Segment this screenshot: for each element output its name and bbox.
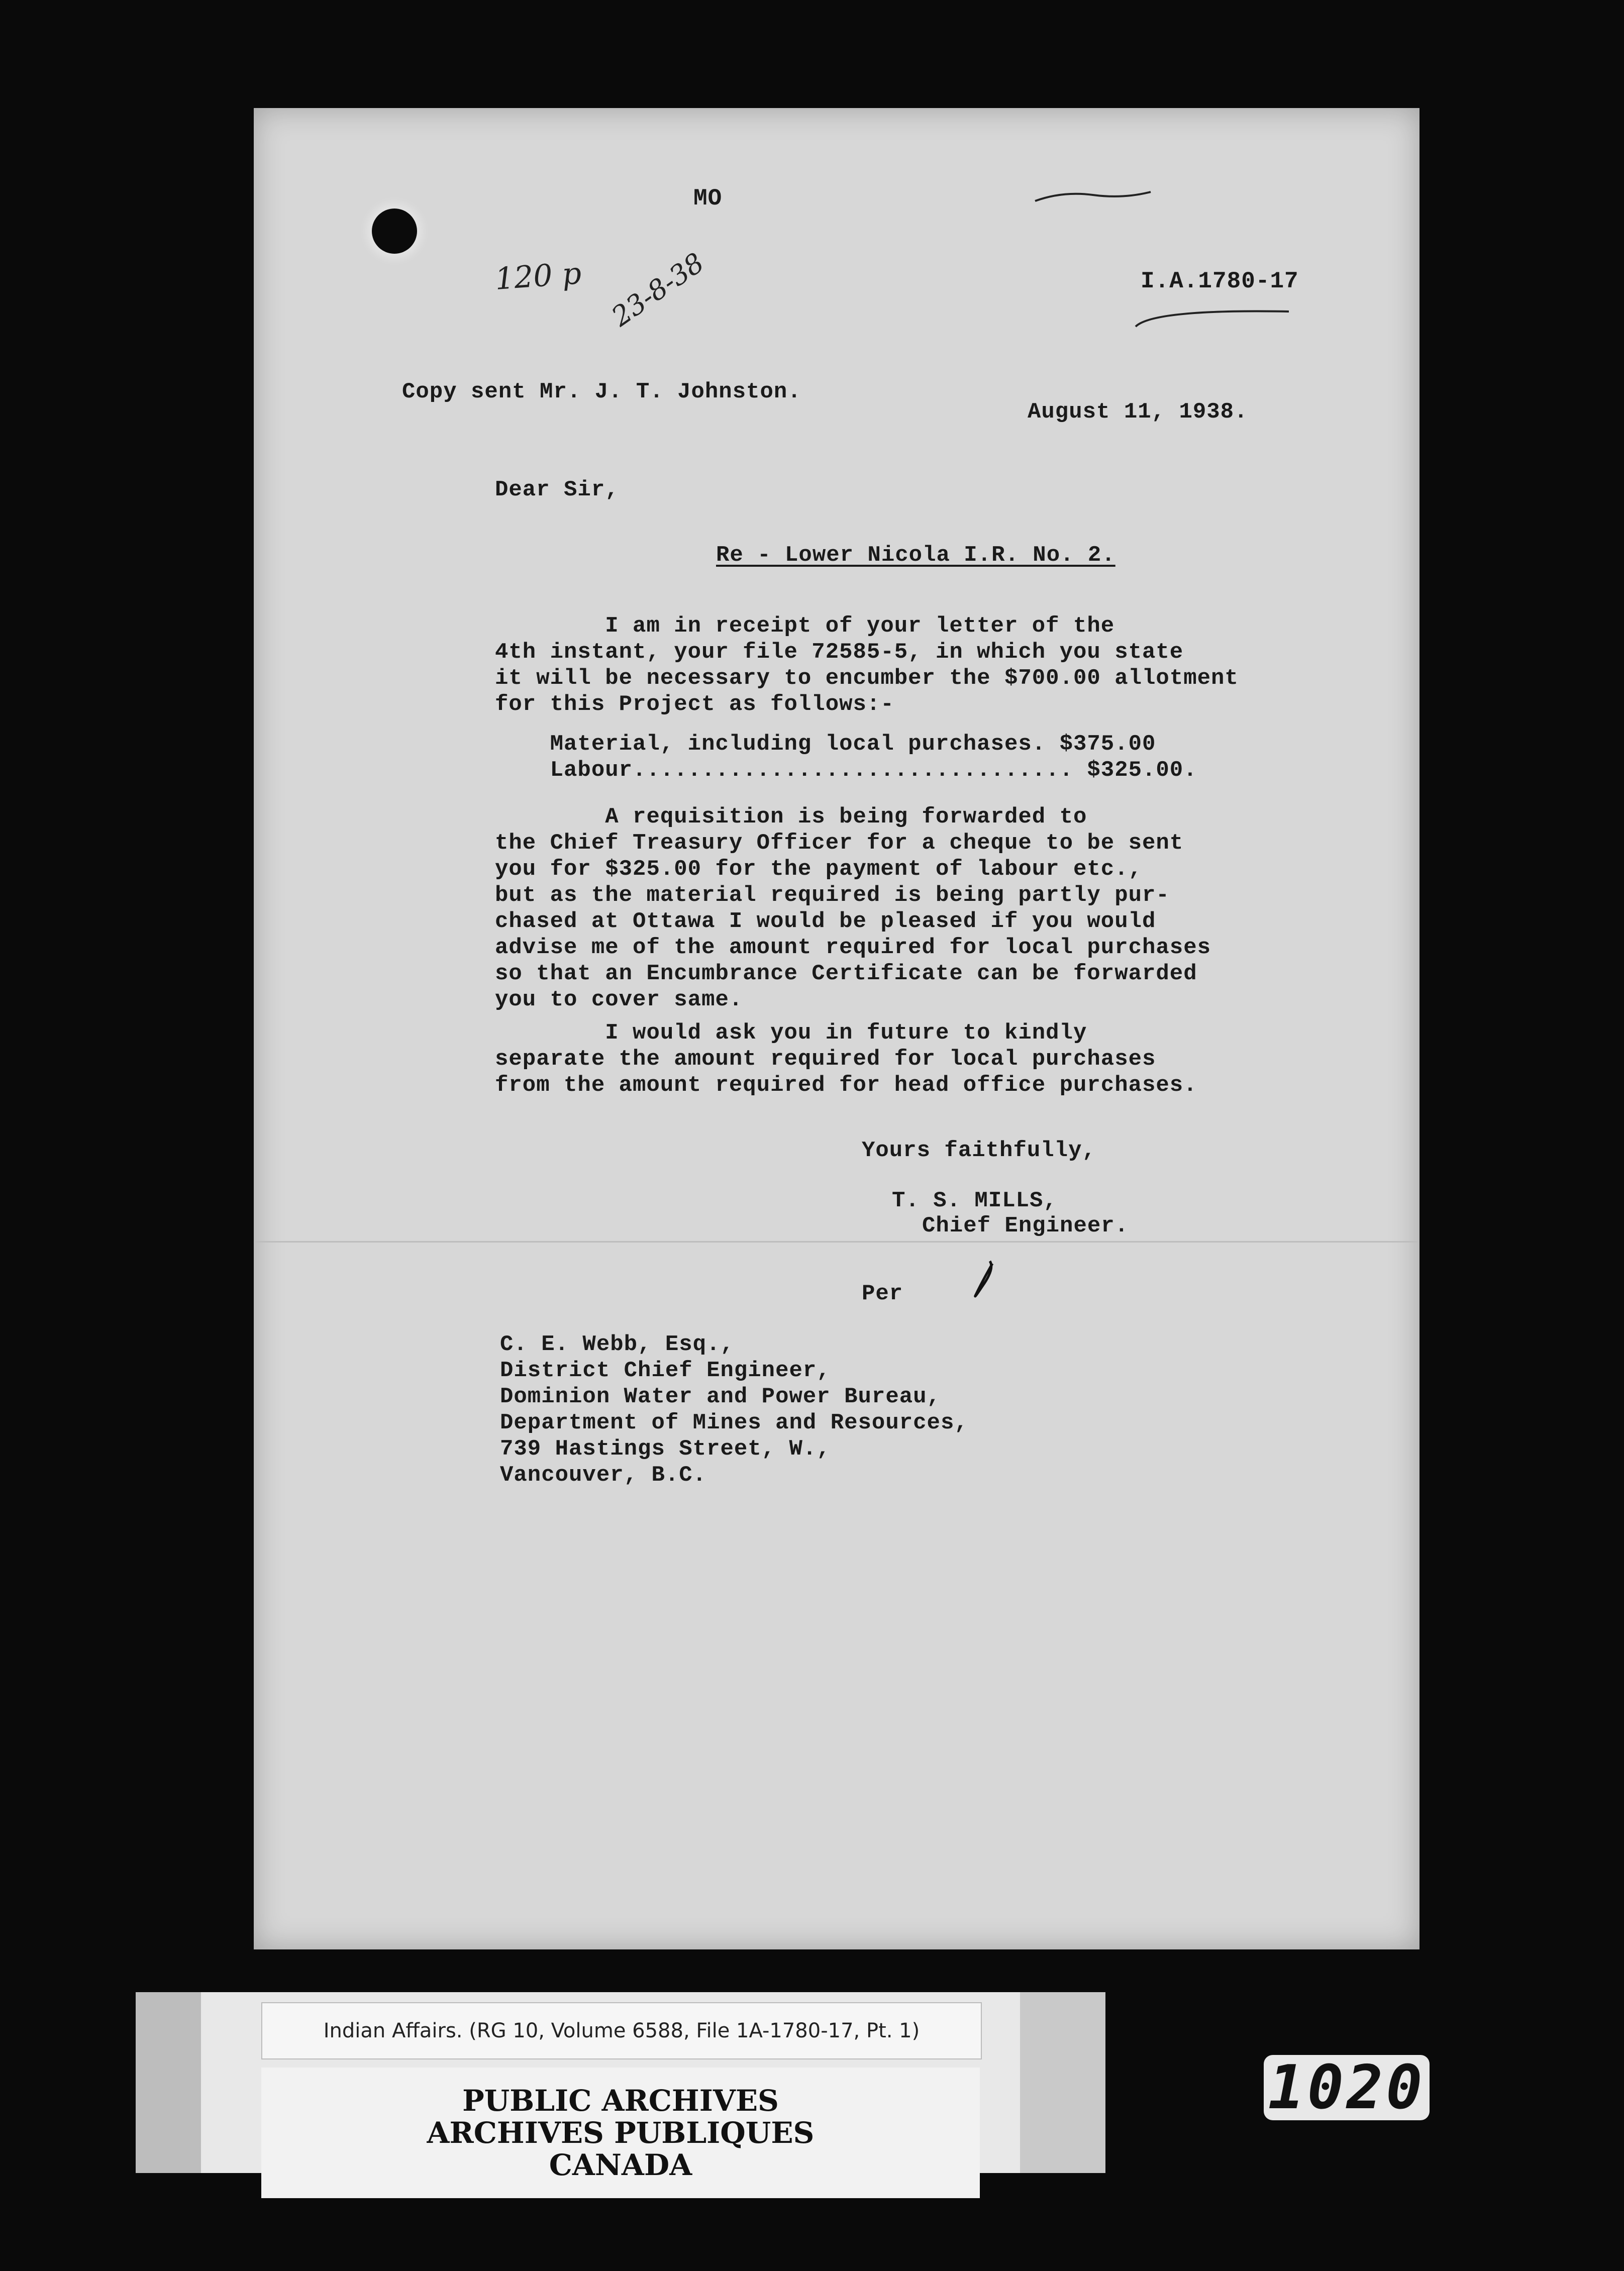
handwritten-page-number: 120 p <box>493 256 583 297</box>
paragraph-line: A requisition is being forwarded to <box>495 804 1087 830</box>
cost-items <box>495 731 1197 783</box>
paragraph-line: the Chief Treasury Officer for a cheque to be sent <box>495 831 1184 856</box>
page-fold-line <box>254 1241 1419 1243</box>
paragraph-line: chased at Ottawa I would be pleased if you would <box>495 909 1156 934</box>
paragraph-line: you for $325.00 for the payment of labour etc., <box>495 857 1143 882</box>
archives-line-english: PUBLIC ARCHIVES <box>462 2084 779 2118</box>
salutation: Dear Sir, <box>495 477 619 502</box>
office-mark: MO <box>693 185 723 212</box>
punch-hole <box>372 209 417 254</box>
pen-scribble <box>1033 186 1153 206</box>
copy-note: Copy sent Mr. J. T. Johnston. <box>402 379 801 404</box>
paragraph-line: but as the material required is being partly pur- <box>495 883 1170 908</box>
address-line: District Chief Engineer, <box>500 1358 831 1383</box>
reference-underline <box>1133 306 1294 332</box>
paragraph-line: for this Project as follows:- <box>495 692 894 717</box>
paragraph-line: it will be necessary to encumber the $700.00 allotment <box>495 666 1239 691</box>
address-line: Vancouver, B.C. <box>500 1463 707 1488</box>
paragraph-request <box>495 1020 1197 1098</box>
paragraph-requisition <box>495 804 1211 1013</box>
recipient-address <box>500 1331 968 1488</box>
cost-item-labour: Labour................................ $325.00. <box>495 758 1197 783</box>
frame-number: 1020 <box>1264 2055 1430 2120</box>
subject-line: Re - Lower Nicola I.R. No. 2. <box>716 543 1115 568</box>
address-line: C. E. Webb, Esq., <box>500 1332 734 1357</box>
paragraph-line: from the amount required for head office purchases. <box>495 1073 1197 1098</box>
address-line: Dominion Water and Power Bureau, <box>500 1384 941 1409</box>
strip-edge-right <box>1020 1992 1105 2173</box>
archive-reference: Indian Affairs. (RG 10, Volume 6588, File 1A-1780-17, Pt. 1) <box>261 2002 982 2059</box>
address-line: 739 Hastings Street, W., <box>500 1436 831 1462</box>
signatory-name: T. S. MILLS, <box>892 1188 1057 1213</box>
paragraph-line: I would ask you in future to kindly <box>495 1020 1087 1046</box>
archives-line-french: ARCHIVES PUBLIQUES <box>427 2116 815 2150</box>
paragraph-line: 4th instant, your file 72585-5, in which you state <box>495 640 1184 665</box>
archives-line-country: CANADA <box>549 2148 692 2182</box>
file-reference: I.A.1780-17 <box>1141 268 1299 294</box>
per-label: Per <box>862 1281 903 1306</box>
strip-edge-left <box>136 1992 201 2173</box>
cost-item-material: Material, including local purchases. $375.00 <box>495 732 1156 757</box>
handwritten-date: 23-8-38 <box>605 246 710 333</box>
paragraph-line: separate the amount required for local purchases <box>495 1047 1156 1072</box>
signatory-title: Chief Engineer. <box>922 1213 1129 1238</box>
paragraph-line: advise me of the amount required for local purchases <box>495 935 1211 960</box>
paragraph-line: so that an Encumbrance Certificate can be forwarded <box>495 961 1197 986</box>
letter-date: August 11, 1938. <box>1028 399 1248 425</box>
paragraph-receipt <box>495 613 1239 717</box>
paragraph-line: I am in receipt of your letter of the <box>495 613 1115 639</box>
letter-page <box>254 108 1419 1949</box>
closing: Yours faithfully, <box>862 1138 1096 1163</box>
signature-initial <box>967 1259 997 1304</box>
address-line: Department of Mines and Resources, <box>500 1410 968 1435</box>
paragraph-line: you to cover same. <box>495 987 743 1012</box>
archives-stamp <box>261 2068 980 2198</box>
